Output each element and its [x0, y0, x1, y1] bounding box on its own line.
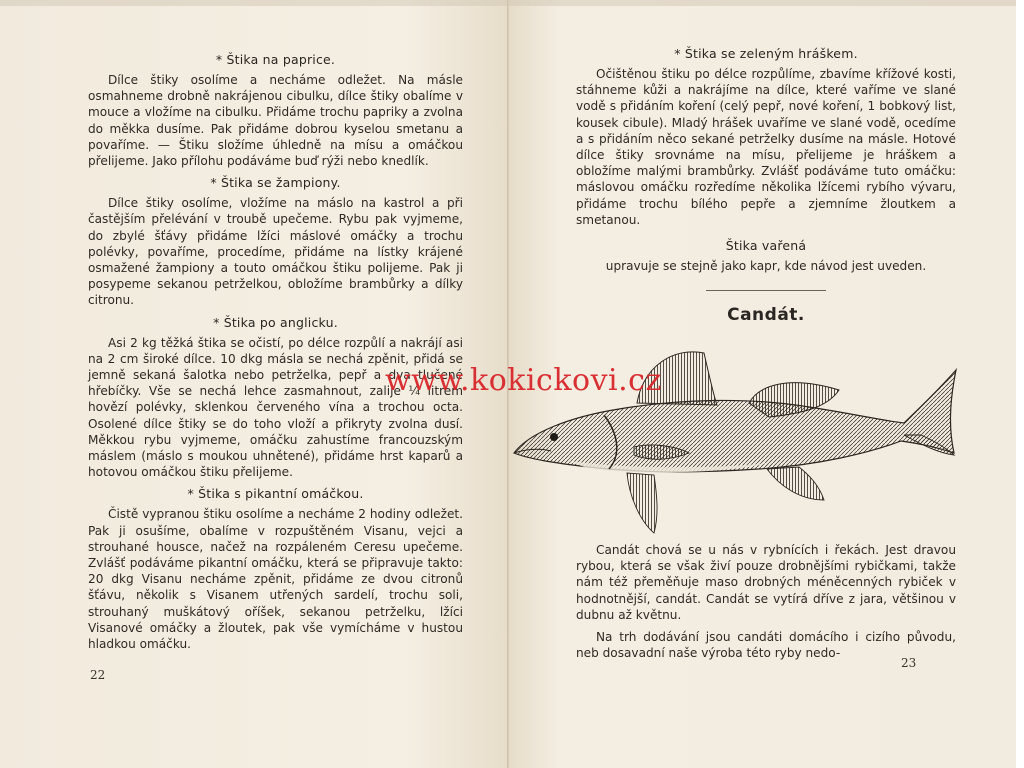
fish-description — [576, 542, 956, 667]
section-heading: * Štika na paprice. — [215, 52, 336, 67]
section-text: Čistě vypranou štiku osolíme a necháme 2 hodiny odležet. Pak ji osušíme, obalíme v rozpuštěném Visanu, vejci a strouhané housce, načež na rozpáleném Ceresu upečeme. Zvlášť podáváme pikantní omáčku, která se připravuje takto: 20 dkg Visanu necháme zpěnit, přidáme ze dvou citronů šťávu, několik s Visanem utřených sardelí, trochu soli, strouhaný muškátový oříšek, sekanou petrželku, lžíci Visanové omáčky a žloutek, pak vše vymícháme v hustou hladkou omáčku. — [88, 507, 463, 652]
watermark-text: www.kokickovi.cz — [385, 363, 662, 398]
section-text: upravuje se stejně jako kapr, kde návod jest uveden. — [605, 259, 927, 274]
page-top-shadow — [509, 0, 1016, 6]
section-text: Dílce štiky osolíme a necháme odležet. Na másle osmahneme drobně nakrájenou cibulku, dílce štiky obalíme v mouce a vložíme na cibulku. Přidáme trochu papriky a zvolna do měkka dusíme. Pak přidáme dobrou kyselou smetanu a povaříme. — Štiku složíme úhledně na mísu a omáčkou přelijeme. Jako přílohu podáváme buď rýži nebo knedlík. — [88, 73, 463, 169]
fish-title: Candát. — [727, 305, 805, 326]
section-text: Dílce štiky osolíme, vložíme na máslo na kastrol a při častějším přelévání v troubě upečeme. Rybu pak vyjmeme, do zbylé šťávy přidáme lžíci máslové omáčky a trochu polévky, povaříme, procedíme, přidáme na lístky krájené osmažené žampiony a touto omáčkou štiku polijeme. Pak ji posypeme sekanou petrželkou, obložíme brambůrky a dílky citronu. — [88, 196, 463, 308]
right-text-column — [576, 40, 956, 325]
section-heading: * Štika se zeleným hráškem. — [674, 46, 858, 61]
page-number: 22 — [90, 668, 106, 682]
section-divider — [706, 290, 826, 291]
section-heading: * Štika po anglicku. — [213, 314, 338, 330]
section-heading: * Štika se žampiony. — [210, 175, 341, 191]
section-text: Očištěnou štiku po délce rozpůlíme, zbavíme křížové kosti, stáhneme kůži a nakrájíme na dílce, které vaříme ve slané vodě s přidáním koření (celý pepř, nové koření, 1 bobkový list, kousek cibule). Mladý hrášek uvaříme ve slané vodě, ocedíme a s přidáním něco sekané petrželky dusíme na másle. Hotové dílce štiky srovnáme na mísu, přelijeme je hráškem a obložíme malými brambůrky. Zvlášť podáváme tuto omáčku: máslovou omáčku rozředíme několika lžícemi rybího vývaru, přidáme trochu bílého pepře a zjemníme žloutkem a smetanou. — [576, 67, 956, 227]
fish-paragraph: Candát chová se u nás v rybnících i řekách. Jest dravou rybou, která se však živí pouze drobnějšími rybičkami, takže nám též přeměňuje maso drobných méněcenných rybiček v hodnotnější, candát. Candát se vytírá dříve z jara, většinou v dubnu až květnu. — [576, 543, 956, 622]
section-text: Asi 2 kg těžká štika se očistí, po délce rozpůlí a nakrájí asi na 2 cm široké dílce. 10 dkg másla se nechá zpěnit, přidá se jemně sekaná šalotka nebo petrželka, pepř a dva tlučené hřebíčky. Vše se nechá lehce zasmahnout, zalije ¼ litrem hovězí polévky, sklenkou červeného vína a trochou octa. Osolené dílce štiky se do toho vloží a přikryty zvolna dusí. Měkkou rybu vyjmeme, omáčku zahustíme francouzským máslem (máslo s moukou uhnětené), přidáme hrst kaparů a hotovou omáčkou štiku přelijeme. — [88, 335, 463, 480]
page-top-shadow — [0, 0, 507, 6]
section-heading: Štika vařená — [725, 238, 807, 254]
page-number: 23 — [901, 656, 917, 670]
left-text-column — [88, 46, 463, 658]
fish-paragraph: Na trh dodávání jsou candáti domácího i cizího původu, neb dosavadní naše výroba této ryby nedo- — [576, 630, 956, 661]
section-heading: * Štika s pikantní omáčkou. — [187, 486, 364, 502]
